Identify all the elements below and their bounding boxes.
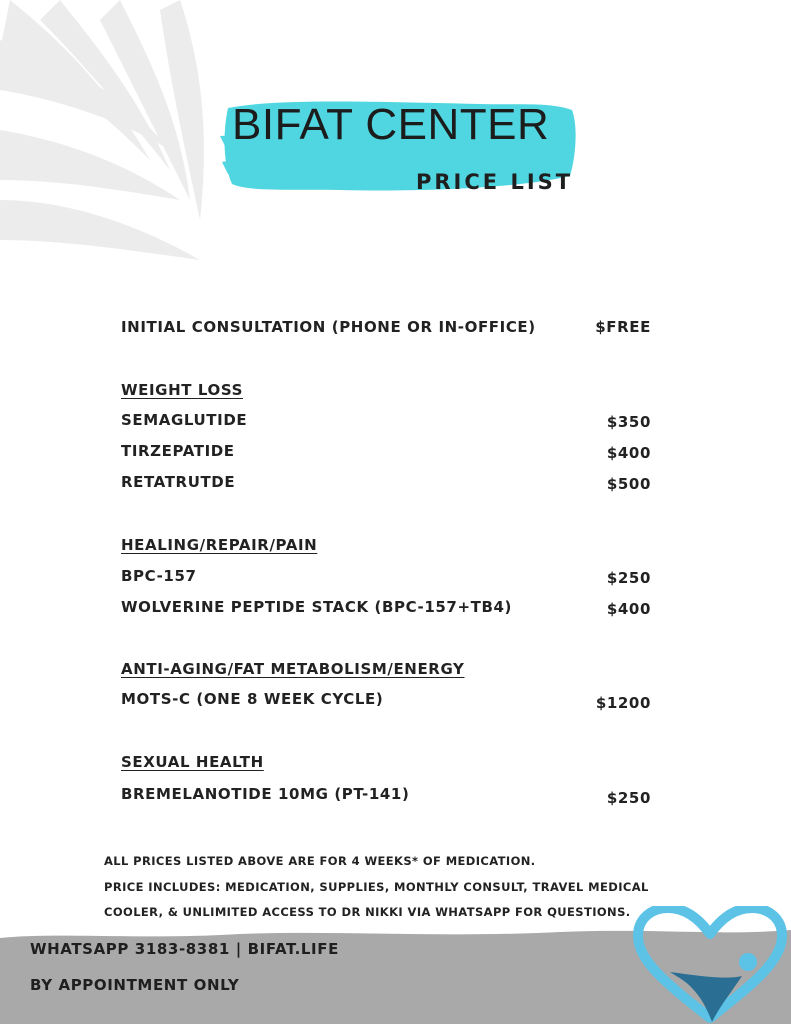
item-label: BREMELANOTIDE 10MG (PT-141) [121,785,410,803]
note-line: ALL PRICES LISTED ABOVE ARE FOR 4 WEEKS* OF MEDICATION. [104,854,536,868]
section-heading-sexual-health: SEXUAL HEALTH [121,753,264,771]
consultation-label: INITIAL CONSULTATION (PHONE OR IN-OFFICE) [121,318,536,336]
item-price: $250 [606,789,651,807]
consultation-row [121,318,651,340]
item-label: BPC-157 [121,567,197,585]
item-price: $1200 [595,694,651,712]
item-label: MOTS-C (ONE 8 WEEK CYCLE) [121,690,384,708]
consultation-price: $FREE [595,318,651,336]
item-label: SEMAGLUTIDE [121,411,248,429]
price-row [121,442,651,464]
title-block [220,96,600,206]
section-heading-weight-loss: WEIGHT LOSS [121,381,244,399]
heart-person-logo-icon [630,906,790,1024]
page-title: BIFAT CENTER [232,100,550,149]
item-price: $350 [606,413,651,431]
item-price: $400 [606,444,651,462]
price-row [121,411,651,433]
price-row [121,690,651,712]
item-price: $400 [606,600,651,618]
footer-contact: WHATSAPP 3183-8381 | BIFAT.LIFE [30,940,339,958]
price-row [121,598,651,620]
note-line: COOLER, & UNLIMITED ACCESS TO DR NIKKI VIA WHATSAPP FOR QUESTIONS. [104,905,631,919]
section-heading-healing: HEALING/REPAIR/PAIN [121,536,318,554]
item-label: WOLVERINE PEPTIDE STACK (BPC-157+TB4) [121,598,512,616]
price-row [121,567,651,589]
item-label: TIRZEPATIDE [121,442,235,460]
price-row [121,785,651,807]
footer-appointment: BY APPOINTMENT ONLY [30,976,240,994]
section-heading-anti-aging: ANTI-AGING/FAT METABOLISM/ENERGY [121,660,465,678]
item-price: $500 [606,475,651,493]
item-price: $250 [606,569,651,587]
price-row [121,473,651,495]
page-subtitle: PRICE LIST [416,170,574,194]
note-line: PRICE INCLUDES: MEDICATION, SUPPLIES, MONTHLY CONSULT, TRAVEL MEDICAL [104,880,649,894]
item-label: RETATRUTDE [121,473,236,491]
